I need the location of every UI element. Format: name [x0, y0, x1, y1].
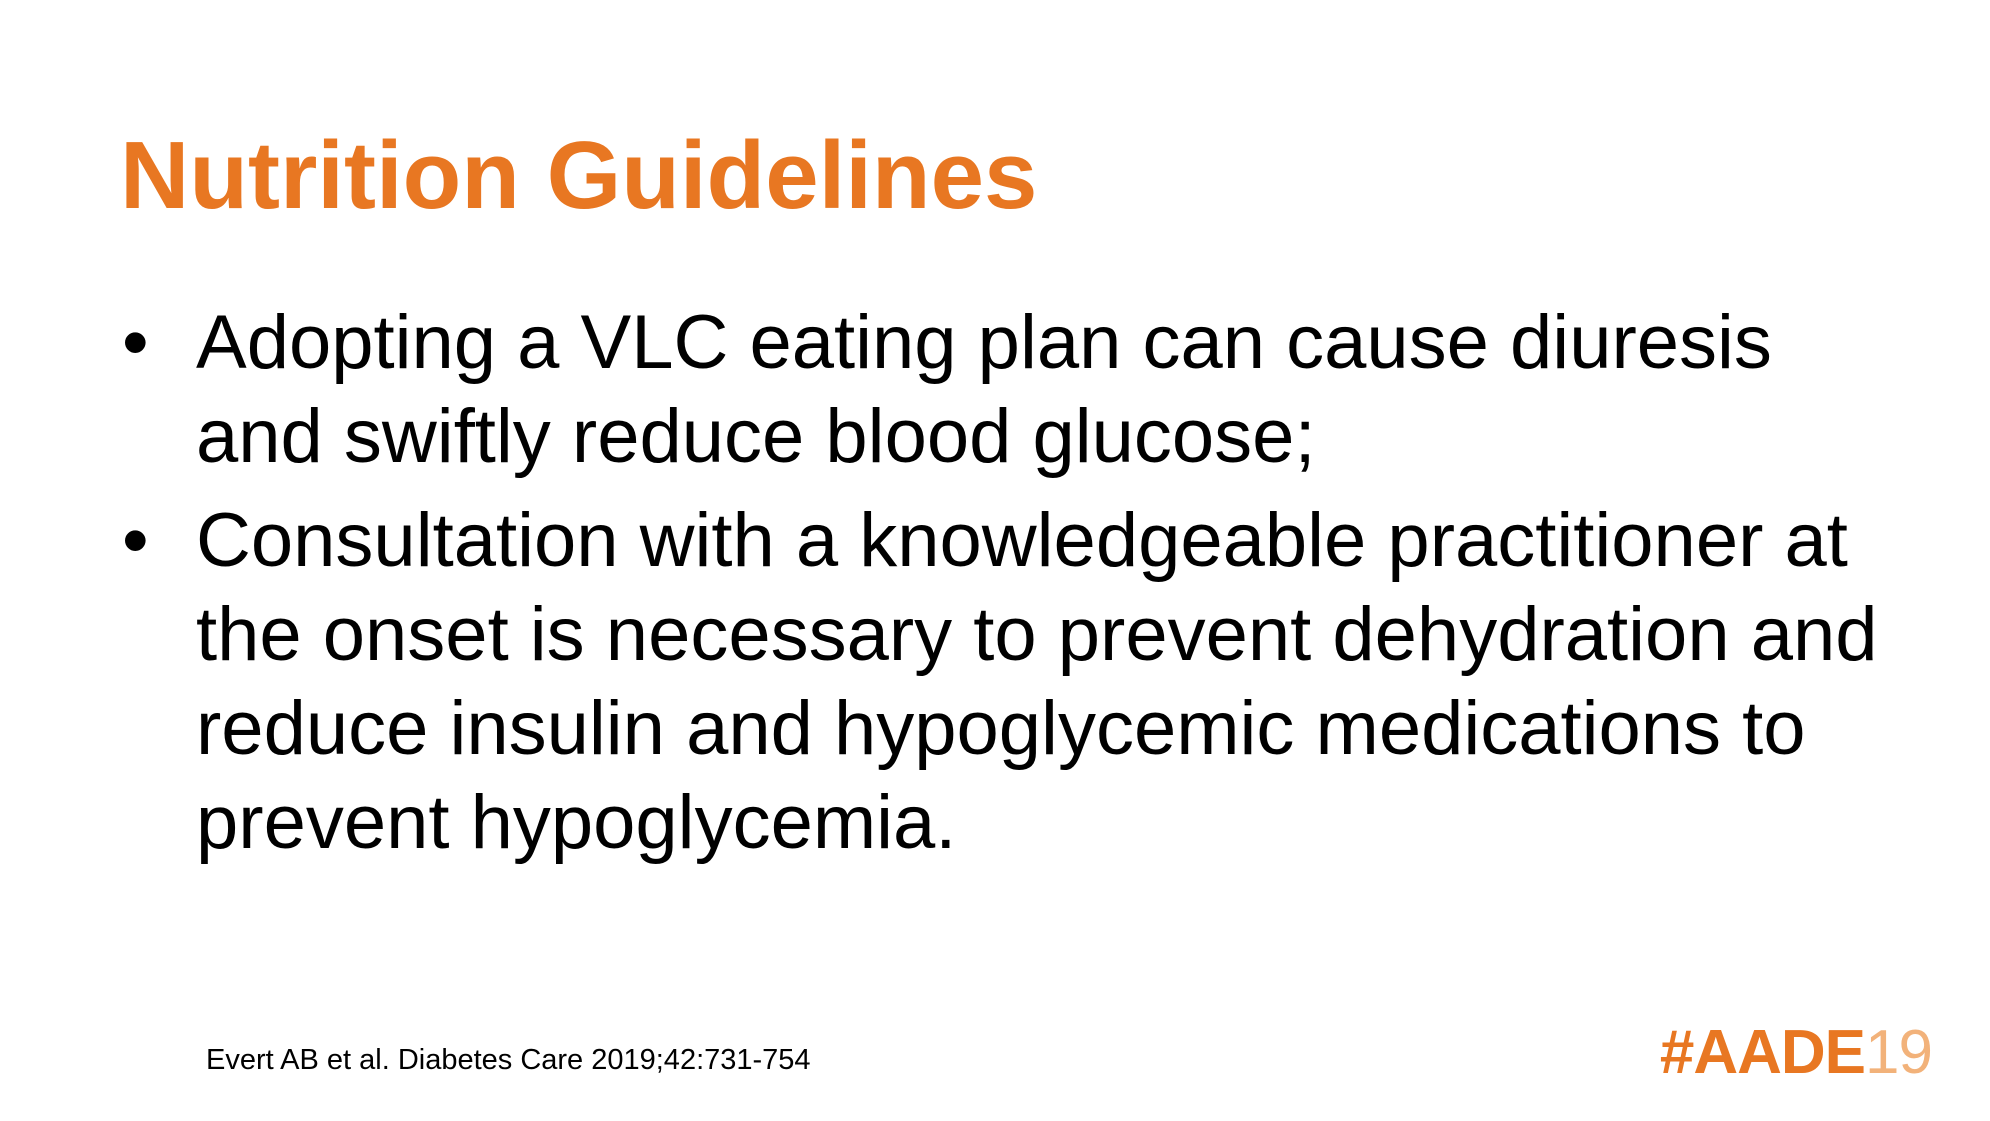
bullet-list — [120, 296, 1900, 880]
slide-title: Nutrition Guidelines — [120, 122, 1038, 229]
bullet-item — [120, 494, 1900, 870]
bullet-marker: • — [122, 300, 149, 385]
aade-logo — [1659, 1018, 1932, 1087]
bullet-item — [120, 296, 1900, 484]
bullet-text: Consultation with a knowledgeable practitioner at the onset is necessary to prevent dehydration and reduce insulin and hypoglycemic medications to prevent hypoglycemia. — [196, 498, 1878, 865]
bullet-text: Adopting a VLC eating plan can cause diuresis and swiftly reduce blood glucose; — [196, 300, 1772, 479]
citation: Evert AB et al. Diabetes Care 2019;42:731-754 — [206, 1044, 811, 1076]
logo-year-text: 19 — [1865, 1018, 1932, 1087]
logo-main-text: #AADE — [1659, 1018, 1866, 1087]
bullet-marker: • — [122, 498, 149, 583]
